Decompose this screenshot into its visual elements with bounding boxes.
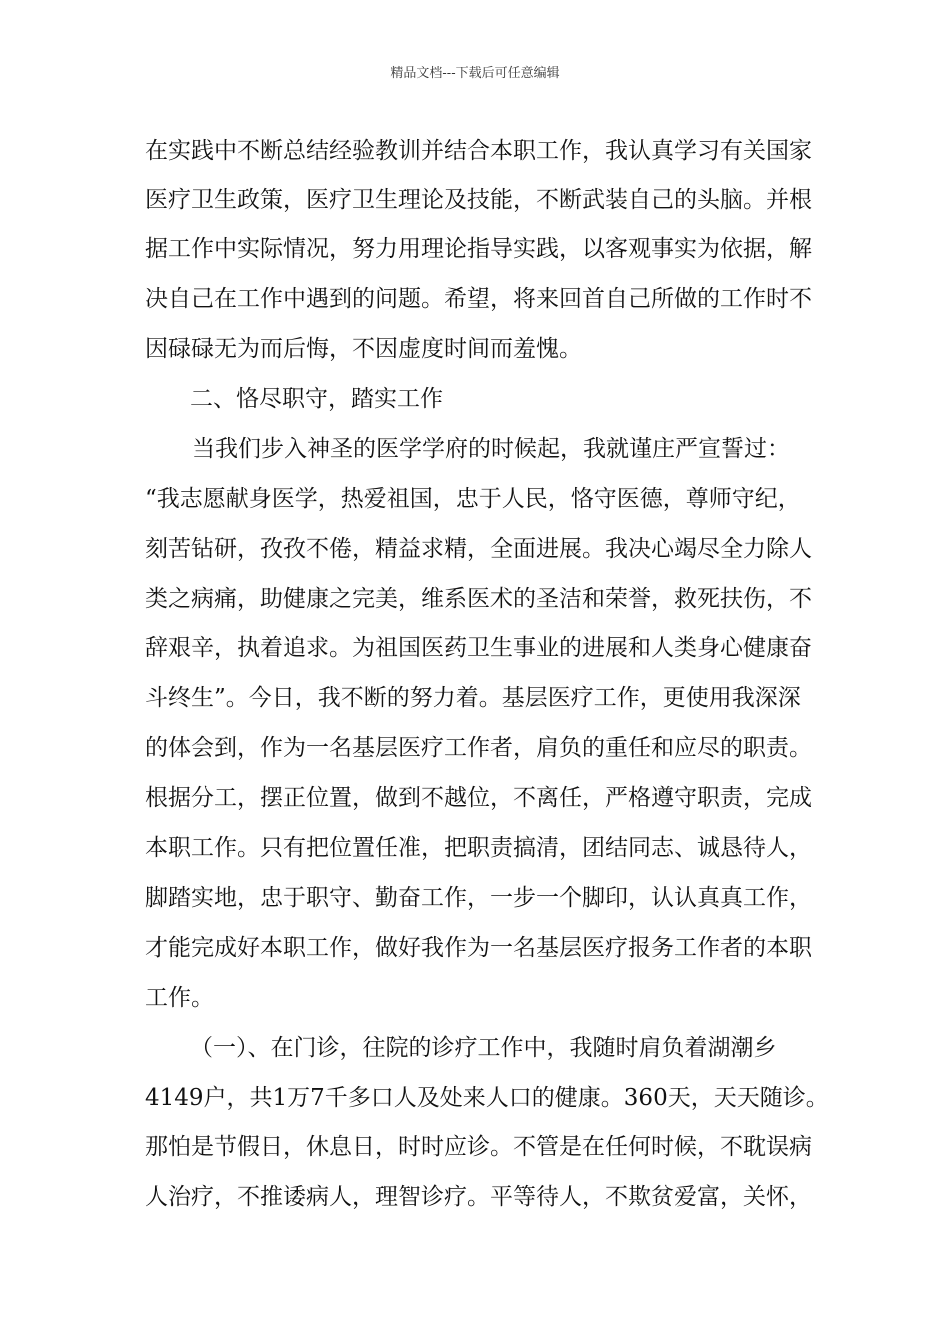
body-line: 在实践中不断总结经验教训并结合本职工作，我认真学习有关国家	[145, 138, 812, 164]
body-line: 4149户，共1万7千多口人及处来人口的健康。360天，天天随诊。	[145, 1085, 829, 1111]
section-heading: 二、恪尽职守，踏实工作	[190, 386, 443, 412]
body-line: 刻苦钻研，孜孜不倦，精益求精，全面进展。我决心竭尽全力除人	[145, 536, 812, 562]
body-line: 决自己在工作中遇到的问题。希望，将来回首自己所做的工作时不	[145, 286, 812, 312]
body-line: 因碌碌无为而后悔，不因虚度时间而羞愧。	[145, 336, 582, 362]
page-header: 精品文档---下载后可任意编辑	[390, 66, 560, 81]
body-line: 辞艰辛，执着追求。为祖国医药卫生事业的进展和人类身心健康奋	[145, 635, 812, 661]
body-line: 脚踏实地，忠于职守、勤奋工作，一步一个脚印，认认真真工作，	[145, 885, 812, 911]
body-line: 斗终生”。今日，我不断的努力着。基层医疗工作，更使用我深深	[145, 685, 801, 711]
body-line: 的体会到，作为一名基层医疗工作者，肩负的重任和应尽的职责。	[145, 735, 812, 761]
body-line: 据工作中实际情况，努力用理论指导实践，以客观事实为依据，解	[145, 236, 812, 262]
body-line: 医疗卫生政策，医疗卫生理论及技能，不断武装自己的头脑。并根	[145, 187, 812, 213]
body-line: 人治疗，不推诿病人，理智诊疗。平等待人，不欺贫爱富，关怀，	[145, 1184, 812, 1210]
body-line: 类之病痛，助健康之完美，维系医术的圣洁和荣誉，救死扶伤，不	[145, 586, 812, 612]
body-line: （一）、在门诊，往院的诊疗工作中，我随时肩负着湖潮乡	[190, 1035, 777, 1061]
body-line: “我志愿献身医学，热爱祖国，忠于人民，恪守医德，尊师守纪，	[145, 486, 801, 512]
body-line: 根据分工，摆正位置，做到不越位，不离任，严格遵守职责，完成	[145, 785, 812, 811]
body-line: 当我们步入神圣的医学学府的时候起，我就谨庄严宣誓过：	[192, 436, 790, 462]
body-line: 才能完成好本职工作，做好我作为一名基层医疗报务工作者的本职	[145, 935, 812, 961]
body-line: 本职工作。只有把位置任准，把职责搞清，团结同志、诚恳待人，	[145, 835, 812, 861]
body-line: 工作。	[145, 985, 214, 1011]
body-line: 那怕是节假日，休息日，时时应诊。不管是在任何时候，不耽误病	[145, 1134, 812, 1160]
